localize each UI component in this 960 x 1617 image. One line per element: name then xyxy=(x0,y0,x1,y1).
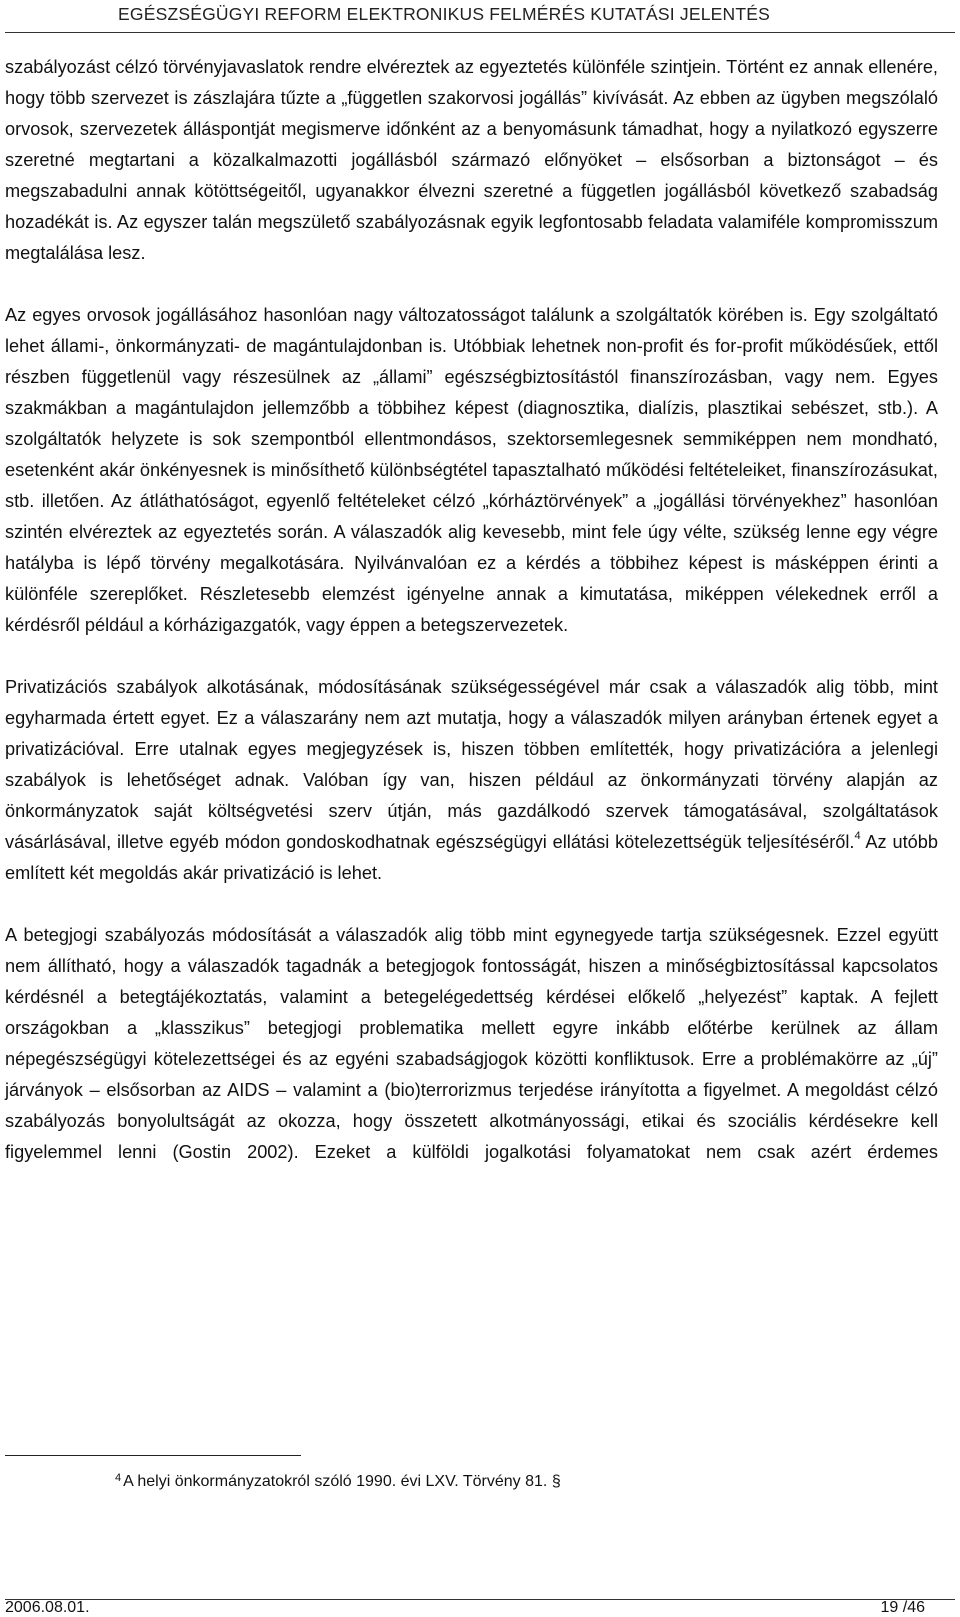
page-number: 19 /46 xyxy=(880,1599,925,1616)
report-title: EGÉSZSÉGÜGYI REFORM ELEKTRONIKUS FELMÉRÉS KUTATÁSI JELENTÉS xyxy=(118,4,770,24)
paragraph-privatizacio-text: Privatizációs szabályok alkotásának, módosításának szükségességével már csak a válaszadók alig több, mint egyharmada értett egyet. Ez a válaszarány nem azt mutatja, hogy a válaszadók milyen arányban értenek egyet a privatizációval. Erre utalnak egyes megjegyzések is, hiszen többen említették, hogy privatizációra a jelenlegi szabályok is lehetőséget adnak. Valóban így van, hiszen például az önkormányzati törvény alapján az önkormányzatok saját költségvetési szerv útján, más gazdálkodó szervek támogatásával, szolgáltatások vásárlásával, illetve egyéb módon gondoskodhatnak egészségügyi ellátási kötelezettségük teljesítéséről. xyxy=(5,677,938,852)
footnote-reference[interactable]: 4 xyxy=(854,829,861,842)
footer-date: 2006.08.01. xyxy=(5,1599,90,1616)
paragraph-privatizacio xyxy=(5,672,938,889)
paragraph-jogallas: szabályozást célzó törvényjavaslatok rendre elvéreztek az egyeztetés különféle szintjein. Történt ez annak ellenére, hogy több szervezet is zászlajára tűzte a „független szakorvosi jogállás” kivívását. Az ebben az ügyben megszólaló orvosok, szervezetek álláspontját megismerve időnként az a benyomásunk támadhat, hogy a nyilatkozó egyszerre szeretné megtartani a közalkalmazotti jogállásból származó előnyöket – elsősorban a biztonságot – és megszabadulni annak kötöttségeitől, ugyanakkor élvezni szeretné a független jogállásból következő szabadság hozadékát is. Az egyszer talán megszülető szabályozásnak egyik legfontosabb feladata valamiféle kompromisszum megtalálása lesz. xyxy=(5,57,938,263)
footnote-number: 4 xyxy=(115,1472,122,1484)
footnote-text: A helyi önkormányzatokról szóló 1990. évi LXV. Törvény 81. § xyxy=(123,1473,561,1490)
page-header xyxy=(0,0,960,34)
paragraph-betegjog: A betegjogi szabályozás módosítását a válaszadók alig több mint egynegyede tartja szükségesnek. Ezzel együtt nem állítható, hogy a válaszadók tagadnák a betegjogok fontosságát, hiszen a minőségbiztosítással kapcsolatos kérdésnél a betegtájékoztatás, valamint a betegelégedettség kérdései előkelő „helyezést” kaptak. A fejlett országokban a „klasszikus” betegjogi problematika mellett egyre inkább előtérbe kerülnek az állam népegészségügyi kötelezettségei és az egyéni szabadságjogok közötti konfliktusok. Erre a problémakörre az „új” járványok – elsősorban az AIDS – valamint a (bio)terrorizmus terjedése irányította a figyelmet. A megoldást célzó szabályozás bonyolultságát az okozza, hogy összetett alkotmányossági, etikai és szociális kérdésekre kell figyelemmel lenni (Gostin 2002). Ezeket a külföldi jogalkotási folyamatokat nem csak azért érdemes xyxy=(5,925,938,1162)
footnote xyxy=(115,1473,561,1491)
paragraph-szolgaltatok: Az egyes orvosok jogállásához hasonlóan nagy változatosságot találunk a szolgáltatók körében is. Egy szolgáltató lehet állami-, önkormányzati- de magántulajdonban is. Utóbbiak lehetnek non-profit és for-profit működésűek, ettől részben függetlenül vagy részesülnek az „állami” egészségbiztosítástól finanszírozásban, vagy nem. Egyes szakmákban a magántulajdon jellemzőbb a többihez képest (diagnosztika, dialízis, plasztikai sebészet, stb.). A szolgáltatók helyzete is sok szempontból ellentmondásos, szektorsemlegesnek semmiképpen nem mondható, esetenként akár önkényesnek is minősíthető különbségtétel tapasztalható működési feltételeiket, finanszírozásukat, stb. illetően. Az átláthatóságot, egyenlő feltételeket célzó „kórháztörvények” a „jogállási törvényekhez” hasonlóan szintén elvéreztek az egyeztetés során. A válaszadók alig kevesebb, mint fele úgy vélte, szükség lenne egy végre hatályba is lépő törvény megalkotására. Nyilvánvalóan ez a kérdés a többihez képest is másképpen érinti a különféle szereplőket. Részletesebb elemzést igényelne annak a kimutatása, miképpen vélekednek erről a kérdésről például a kórházigazgatók, vagy éppen a betegszervezetek. xyxy=(5,305,938,635)
header-divider xyxy=(5,32,955,33)
paragraph-privatizacio-tail: Az utóbb említett két megoldás akár privatizáció is lehet. xyxy=(5,832,938,883)
footnote-divider xyxy=(5,1455,301,1456)
footer-divider xyxy=(5,1599,955,1600)
body-text xyxy=(5,52,938,1168)
